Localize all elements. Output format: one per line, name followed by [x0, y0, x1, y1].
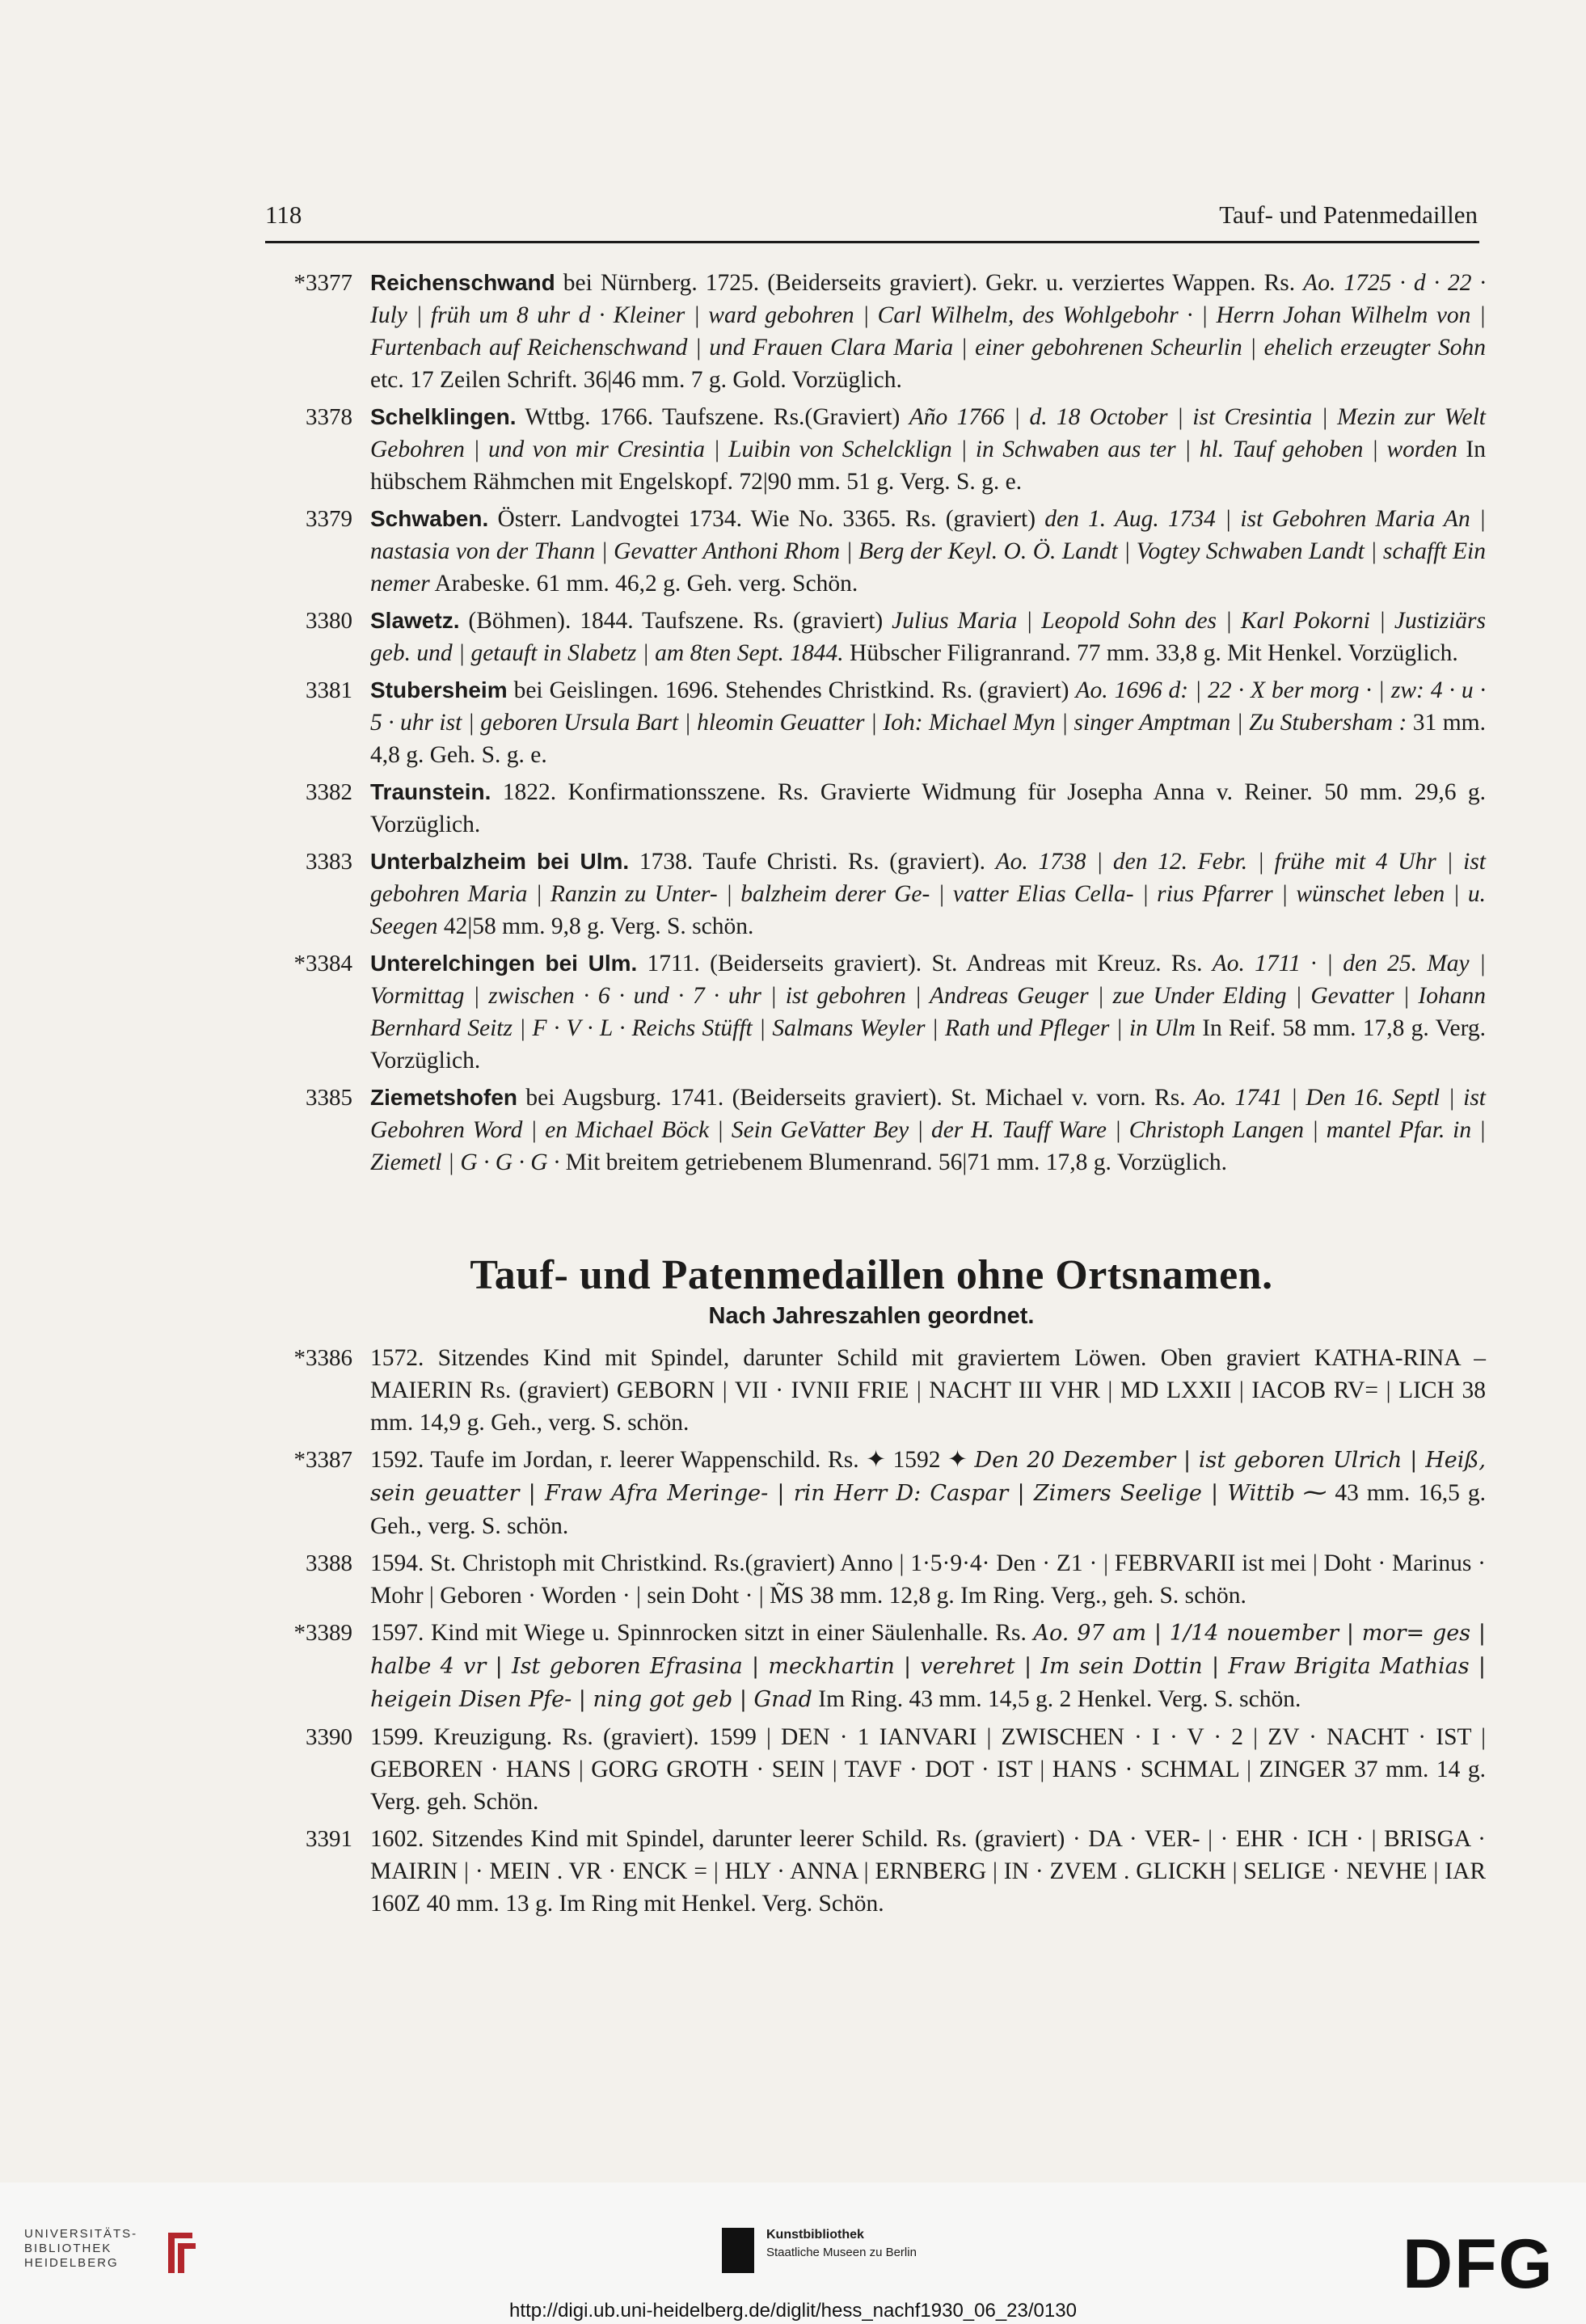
entry-number: *3377	[293, 270, 352, 296]
entry-description: etc. 17 Zeilen Schrift. 36|46 mm. 7 g. Gold. Vorzüglich.	[370, 367, 902, 393]
entry-inscription: Año 1766 | d. 18 October | ist Cresintia | Mezin zur Welt Gebohren | und von mir Cresintia | Luibin von Schelcklign | in Schwaben aus ter | hl. Tauf gehoben | worden	[370, 404, 1486, 462]
catalog-entry	[257, 1082, 1486, 1179]
university-line: BIBLIOTHEK	[24, 2242, 112, 2255]
entry-number: 3390	[306, 1724, 352, 1750]
entry-description: 1599. Kreuzigung. Rs. (graviert). 1599 | DEN · 1 IANVARI | ZWISCHEN · I · V · 2 | ZV · NACHT · IST | GEBOREN · HANS | GORG GROTH · SEIN | TAVF · DOT · IST | HANS · SCHMAL | ZINGER 37 mm. 14 g. Verg. geh. Schön.	[370, 1724, 1486, 1815]
university-line: UNIVERSITÄTS-	[24, 2227, 138, 2241]
entry-text	[370, 1721, 1486, 1818]
entry-number: *3384	[293, 951, 352, 976]
entry-description: 1597. Kind mit Wiege u. Spinnrocken sitzt in einer Säulenhalle. Rs.	[370, 1620, 1034, 1646]
catalog-entry	[257, 674, 1486, 771]
catalog-entry	[257, 401, 1486, 498]
catalog-entry	[257, 1444, 1486, 1542]
entry-text	[370, 267, 1486, 396]
entry-description: In Reif. 58 mm. 17,8 g. Verg. Vorzüglich.	[370, 1015, 1486, 1073]
entry-text	[370, 1444, 1486, 1542]
kunstbibliothek-subtitle: Staatliche Museen zu Berlin	[766, 2246, 917, 2259]
entry-place-name: Traunstein.	[370, 779, 491, 804]
entry-description: Im Ring. 43 mm. 14,5 g. 2 Henkel. Verg. S. schön.	[812, 1686, 1301, 1712]
entry-inscription: Ao. 1741 | Den 16. Septl | ist Gebohren Word | en Michael Böck | Sein GeVatter Bey | der H. Tauff Ware | Christoph Langen | mantel Pfar. in | Ziemetl | G · G · G ·	[370, 1085, 1486, 1175]
kunstbibliothek-logo[interactable]	[722, 2225, 964, 2276]
entry-description: ⁓ 43 mm. 16,5 g. Geh., verg. S. schön.	[370, 1480, 1486, 1539]
entry-description: Mit breitem getriebenem Blumenrand. 56|71 mm. 17,8 g. Vorzüglich.	[559, 1149, 1228, 1175]
entry-inscription: Ao. 97 am | 1/14 nouember | mor= ges | halbe 4 vr | Ist geboren Efrasina | meckhartin | verehret | Im sein Dottin | Fraw Brigita Mathias | heigein Disen Pfe- | ning got geb | Gnad	[370, 1621, 1486, 1712]
entry-description: 1602. Sitzendes Kind mit Spindel, darunter leerer Schild. Rs. (graviert) · DA · VER- | · EHR · ICH · | BRISGA · MAIRIN | · MEIN . VR · ENCK = | HLY · ANNA | ERNBERG | IN · ZVEM . GLICKH | SELIGE · NEVHE | IAR 160Z 40 mm. 13 g. Im Ring mit Henkel. Verg. Schön.	[370, 1826, 1486, 1917]
entry-place-name: Unterelchingen bei Ulm.	[370, 951, 638, 976]
entry-place-name: Slawetz.	[370, 608, 460, 633]
entry-description: Hübscher Filigranrand. 77 mm. 33,8 g. Mit Henkel. Vorzüglich.	[843, 640, 1458, 666]
entry-text	[370, 776, 1486, 841]
entry-number: *3387	[293, 1447, 352, 1473]
entry-inscription: Ao. 1725 · d · 22 · Iuly | früh um 8 uhr d · Kleiner | ward gebohren | Carl Wilhelm, des Wohlgebohr · | Herrn Johan Wilhelm von | Furtenbach auf Reichenschwand | und Frauen Clara Maria | einer gebohrenen Scheurlin | ehelich erzeugter Sohn	[370, 270, 1486, 361]
entry-description: In hübschem Rähmchen mit Engelskopf. 72|90 mm. 51 g. Verg. S. g. e.	[370, 437, 1486, 495]
university-line: HEIDELBERG	[24, 2256, 119, 2270]
entry-number: 3379	[306, 506, 352, 532]
catalog-entry	[257, 776, 1486, 841]
entry-number: 3385	[306, 1085, 352, 1111]
entry-inscription: Julius Maria | Leopold Sohn des | Karl Pokorni | Justiziärs geb. und | getauft in Slabetz | am 8ten Sept. 1844.	[370, 608, 1486, 666]
entry-number: 3382	[306, 779, 352, 805]
entry-description: bei Geislingen. 1696. Stehendes Christkind. Rs. (graviert)	[507, 677, 1076, 703]
entry-place-name: Schwaben.	[370, 506, 489, 531]
catalog-entry	[257, 1823, 1486, 1920]
entry-text	[370, 1617, 1486, 1716]
catalog-entry	[257, 1342, 1486, 1439]
entry-text	[370, 1823, 1486, 1920]
entry-place-name: Ziemetshofen	[370, 1085, 518, 1110]
entry-text	[370, 947, 1486, 1077]
catalog-entry	[257, 1721, 1486, 1818]
entry-number: *3386	[293, 1345, 352, 1371]
entry-text	[370, 605, 1486, 669]
entry-description: Wttbg. 1766. Taufszene. Rs.(Graviert)	[516, 404, 909, 430]
entry-number: *3389	[293, 1620, 352, 1646]
entry-description: 1738. Taufe Christi. Rs. (graviert).	[629, 849, 996, 875]
library-mark-icon	[160, 2229, 200, 2277]
dfg-logo[interactable]: DFG	[1403, 2225, 1554, 2303]
entry-text	[370, 1547, 1486, 1612]
section-heading: Tauf- und Patenmedaillen ohne Ortsnamen.	[470, 1252, 1273, 1298]
entry-description: 1572. Sitzendes Kind mit Spindel, darunter Schild mit graviertem Löwen. Oben graviert KATHA-RINA – MAIERIN Rs. (graviert) GEBORN | VII · IVNII FRIE | NACHT III VHR | MD LXXII | IACOB RV= | LICH 38 mm. 14,9 g. Geh., verg. S. schön.	[370, 1345, 1486, 1436]
page-number: 118	[265, 200, 302, 229]
section-subheading: Nach Jahreszahlen geordnet.	[708, 1303, 1035, 1329]
catalog-entry	[257, 503, 1486, 600]
entry-place-name: Reichenschwand	[370, 270, 555, 295]
entry-description: 1592. Taufe im Jordan, r. leerer Wappenschild. Rs. ✦ 1592 ✦	[370, 1447, 975, 1473]
entry-number: 3381	[306, 677, 352, 703]
entry-description: 31 mm. 4,8 g. Geh. S. g. e.	[370, 710, 1486, 768]
header-rule	[265, 241, 1479, 243]
catalog-entry	[257, 267, 1486, 396]
entry-description: 1822. Konfirmationsszene. Rs. Gravierte Widmung für Josepha Anna v. Reiner. 50 mm. 29,6 g. Vorzüglich.	[370, 779, 1486, 837]
catalog-entry	[257, 846, 1486, 943]
entry-number: 3388	[306, 1550, 352, 1576]
entry-inscription: Ao. 1711 · | den 25. May | Vormittag | zwischen · 6 · und · 7 · uhr | ist gebohren | Andreas Geuger | zue Under Elding | Gevatter | Iohann Bernhard Seitz | F · V · L · Reichs Stüfft | Salmans Weyler | Rath und Pfleger | in Ulm	[370, 951, 1487, 1041]
entry-place-name: Schelklingen.	[370, 404, 517, 429]
catalog-entry	[257, 1547, 1486, 1612]
entry-description: 1594. St. Christoph mit Christkind. Rs.(graviert) Anno | 1·5·9·4· Den · Z1 · | FEBRVARII ist mei | Doht · Marinus · Mohr | Geboren · Worden · | sein Doht · | M̃S 38 mm. 12,8 g. Im Ring. Verg., geh. S. schön.	[370, 1550, 1486, 1609]
entry-inscription: Den 20 Dezember | ist geboren Ulrich | Heiß, sein geuatter | Fraw Afra Meringe- | rin Herr D: Caspar | Zimers Seelige | Wittib	[370, 1448, 1486, 1506]
entry-text	[370, 846, 1486, 943]
catalog-entries	[257, 267, 1486, 1183]
entry-number: 3380	[306, 608, 352, 634]
entry-text	[370, 503, 1486, 600]
entry-description: Österr. Landvogtei 1734. Wie No. 3365. Rs. (graviert)	[488, 506, 1045, 532]
entry-description: Arabeske. 61 mm. 46,2 g. Geh. verg. Schön.	[429, 571, 858, 597]
entry-text	[370, 1342, 1486, 1439]
entry-text	[370, 1082, 1486, 1179]
entry-description: 1711. (Beiderseits graviert). St. Andreas mit Kreuz. Rs.	[637, 951, 1213, 976]
running-title: Tauf- und Patenmedaillen	[1219, 200, 1478, 229]
entry-description: bei Nürnberg. 1725. (Beiderseits graviert). Gekr. u. verziertes Wappen. Rs.	[555, 270, 1304, 296]
source-url[interactable]: http://digi.ub.uni-heidelberg.de/diglit/hess_nachf1930_06_23/0130	[509, 2300, 1077, 2322]
catalog-entry	[257, 947, 1486, 1077]
catalog-entries-undated-places	[257, 1342, 1486, 1925]
entry-number: 3391	[306, 1826, 352, 1852]
entry-description: 42|58 mm. 9,8 g. Verg. S. schön.	[437, 913, 754, 939]
entry-inscription: Ao. 1738 | den 12. Febr. | frühe mit 4 Uhr | ist gebohren Maria | Ranzin zu Unter- | balzheim derer Ge- | vatter Elias Cella- | rius Pfarrer | wünschet leben | u. Seegen	[370, 849, 1486, 939]
entry-number: 3378	[306, 404, 352, 430]
entry-description: bei Augsburg. 1741. (Beiderseits graviert). St. Michael v. vorn. Rs.	[517, 1085, 1194, 1111]
catalog-entry	[257, 605, 1486, 669]
catalog-entry	[257, 1617, 1486, 1716]
running-head	[265, 200, 1478, 230]
kunstbibliothek-mark-icon	[722, 2228, 754, 2273]
entry-description: (Böhmen). 1844. Taufszene. Rs. (graviert)	[459, 608, 892, 634]
entry-inscription: den 1. Aug. 1734 | ist Gebohren Maria An | nastasia von der Thann | Gevatter Anthoni Rhom | Berg der Keyl. O. Ö. Landt | Vogtey Schwaben Landt | schafft Ein nemer	[370, 506, 1486, 597]
entry-place-name: Unterbalzheim bei Ulm.	[370, 849, 630, 874]
university-library-logo[interactable]	[24, 2227, 202, 2292]
entry-text	[370, 401, 1486, 498]
kunstbibliothek-name: Kunstbibliothek	[766, 2228, 864, 2242]
entry-place-name: Stubersheim	[370, 677, 508, 702]
entry-inscription: Ao. 1696 d: | 22 · X ber morg · | zw: 4 · u · 5 · uhr ist | geboren Ursula Bart | hleomin Geuatter | Ioh: Michael Myn | singer Amptman | Zu Stubersham :	[370, 677, 1486, 736]
entry-text	[370, 674, 1486, 771]
entry-number: 3383	[306, 849, 352, 875]
